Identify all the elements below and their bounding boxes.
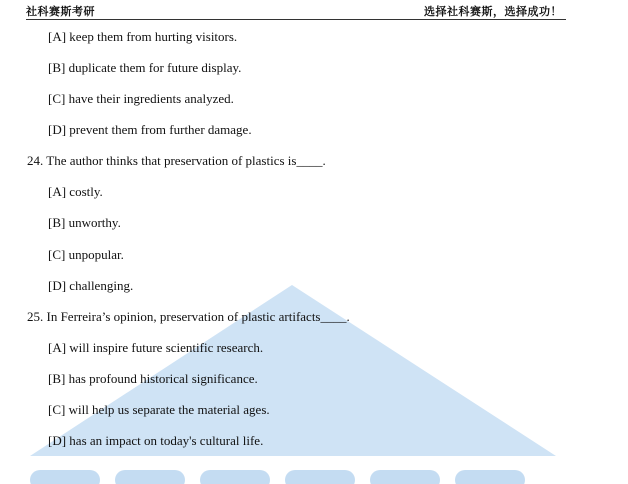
q24-stem: 24. The author thinks that preservation of plastics is____. <box>27 153 326 168</box>
q24-option-d: [D] challenging. <box>48 278 134 293</box>
q23-option-c: [C] have their ingredients analyzed. <box>48 91 234 106</box>
q25-option-b: [B] has profound historical significance. <box>48 371 258 386</box>
header-slogan: 选择社科赛斯，选择成功！ <box>424 5 562 18</box>
q25-option-d: [D] has an impact on today's cultural life. <box>48 433 264 448</box>
q24-option-b: [B] unworthy. <box>48 215 121 230</box>
q25-option-c: [C] will help us separate the material ages. <box>48 402 270 417</box>
q24-option-c: [C] unpopular. <box>48 247 124 262</box>
q24-option-a: [A] costly. <box>48 184 103 199</box>
q23-option-b: [B] duplicate them for future display. <box>48 60 242 75</box>
q23-option-a: [A] keep them from hurting visitors. <box>48 29 238 44</box>
q25-stem: 25. In Ferreira’s opinion, preservation of plastic artifacts____. <box>27 309 350 324</box>
q25-option-a: [A] will inspire future scientific research. <box>48 340 264 355</box>
q23-option-d: [D] prevent them from further damage. <box>48 122 252 137</box>
header-brand: 社科赛斯考研 <box>26 5 95 18</box>
